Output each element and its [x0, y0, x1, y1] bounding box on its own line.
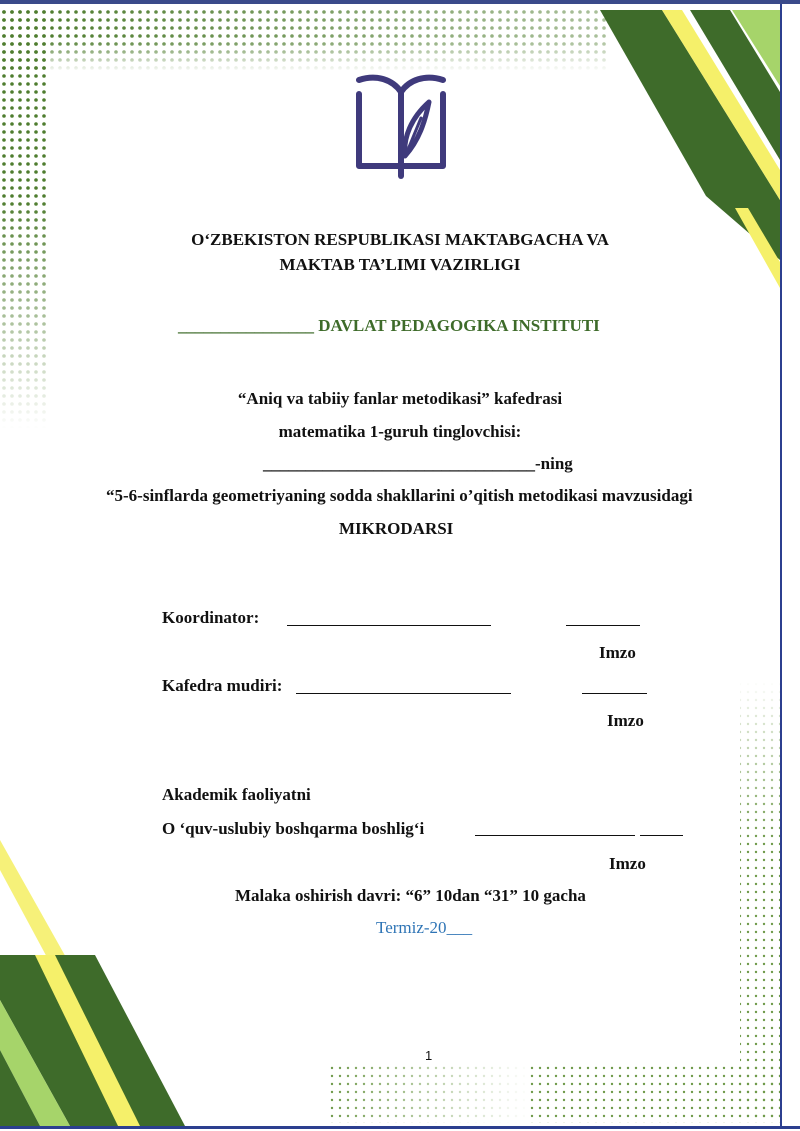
year-blank: ___: [446, 918, 473, 937]
open-book-with-quill-icon: [355, 68, 447, 180]
page-number: 1: [425, 1048, 433, 1063]
coordinator-name-field: [287, 609, 491, 626]
head-of-department-signature-label: Imzo: [607, 711, 644, 730]
institute-name: DAVLAT PEDAGOGIKA INSTITUTI: [314, 316, 600, 335]
coordinator-signature-label: Imzo: [599, 643, 636, 662]
academic-office-label-line-2: O ‘quv-uslubiy boshqarma boshlig‘i: [162, 819, 425, 838]
document-type: MIKRODARSI: [339, 519, 454, 538]
top-left-dot-pattern: [0, 8, 640, 430]
institute-name-blank: ________________: [178, 316, 314, 335]
academic-office-label-line-1: Akademik faoliyatni: [162, 785, 311, 804]
head-of-department-signature-field: [582, 677, 647, 694]
student-name-line: [263, 454, 573, 474]
bottom-left-stripes: [0, 840, 185, 1126]
student-name-suffix: -ning: [535, 454, 573, 473]
department-line: “Aniq va tabiiy fanlar metodikasi” kafedrasi: [237, 389, 563, 408]
top-border-line: [0, 0, 800, 4]
academic-office-name-field: [475, 819, 635, 836]
head-of-department-label: Kafedra mudiri:: [162, 676, 283, 695]
topic-line: “5-6-sinflarda geometriyaning sodda shakllarini o’qitish metodikasi mavzusidagi: [106, 486, 693, 505]
academic-office-signature-label: Imzo: [609, 854, 646, 873]
coordinator-label: Koordinator:: [162, 608, 260, 627]
city-year-text: Termiz-20: [376, 918, 447, 937]
coordinator-signature-field: [566, 609, 640, 626]
city-year: [376, 918, 472, 938]
right-border-line: [780, 4, 782, 1126]
head-of-department-name-field: [296, 677, 511, 694]
academic-office-signature-field: [640, 819, 683, 836]
bottom-border-line: [0, 1126, 800, 1129]
group-line: matematika 1-guruh tinglovchisi:: [278, 422, 522, 441]
ministry-title-line-2: MAKTAB TA’LIMI VAZIRLIGI: [279, 255, 521, 274]
training-period: Malaka oshirish davri: “6” 10dan “31” 10 gacha: [235, 886, 586, 905]
institute-title: [178, 316, 600, 336]
student-name-blank: ________________________________: [263, 454, 535, 473]
ministry-title-line-1: O‘ZBEKISTON RESPUBLIKASI MAKTABGACHA VA: [191, 230, 609, 249]
